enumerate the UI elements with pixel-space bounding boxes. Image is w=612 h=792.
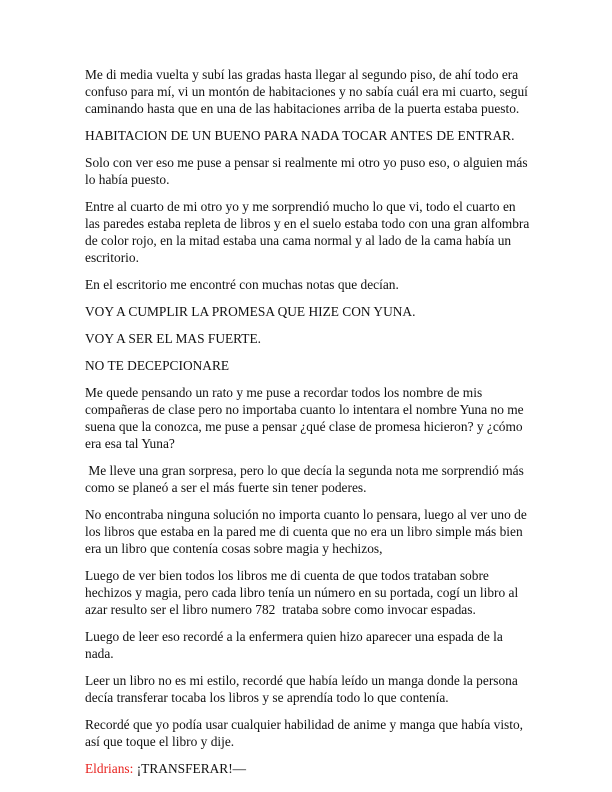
paragraph-15: Recordé que yo podía usar cualquier habilidad de anime y manga que había visto, así que toque el libro y dije. [85, 717, 527, 749]
dialogue-line [85, 760, 530, 777]
paragraph-12: Luego de ver bien todos los libros me di cuenta de que todos trataban sobre hechizos y magia, pero cada libro tenía un número en su portada, cogí un libro al azar resulto ser el libro numero 782 trataba sobre como invocar espadas. [85, 568, 522, 617]
paragraph-11: No encontraba ninguna solución no importa cuanto lo pensara, luego al ver uno de los libros que estaba en la pared me di cuenta que no era un libro simple más bien era un libro que contenía cosas sobre magia y hechizos, [85, 507, 531, 556]
dialogue-speaker: Eldrians: [85, 761, 134, 776]
paragraph-3: Solo con ver eso me puse a pensar si realmente mi otro yo puso eso, o alguien más lo había puesto. [85, 155, 531, 187]
paragraph-4: Entre al cuarto de mi otro yo y me sorprendió mucho lo que vi, todo el cuarto en las paredes estaba repleta de libros y en el suelo estaba todo con una gran alfombra de color rojo, en la mitad estaba una cama normal y al lado de la cama había un escritorio. [85, 199, 533, 265]
paragraph-1: Me di media vuelta y subí las gradas hasta llegar al segundo piso, de ahí todo era confuso para mí, vi un montón de habitaciones y no sabía cuál era mi cuarto, seguí caminando hasta que en una de las habitaciones arriba de la puerta estaba puesto. [85, 67, 532, 116]
paragraph-14: Leer un libro no es mi estilo, recordé que había leído un manga donde la persona decía transferar tocaba los libros y se aprendía todo lo que contenía. [85, 673, 522, 705]
paragraph-8: NO TE DECEPCIONARE [85, 358, 230, 373]
dialogue-text: ¡TRANSFERAR!— [133, 761, 247, 776]
paragraph-7: VOY A SER EL MAS FUERTE. [85, 331, 262, 346]
document-page [85, 66, 533, 787]
paragraph-2: HABITACION DE UN BUENO PARA NADA TOCAR ANTES DE ENTRAR. [85, 128, 515, 143]
paragraph-5: En el escritorio me encontré con muchas notas que decían. [85, 277, 399, 292]
paragraph-6: VOY A CUMPLIR LA PROMESA QUE HIZE CON YUNA. [85, 304, 416, 319]
paragraph-13: Luego de leer eso recordé a la enfermera quien hizo aparecer una espada de la nada. [85, 629, 507, 661]
paragraph-10: Me lleve una gran sorpresa, pero lo que decía la segunda nota me sorprendió más como se planeó a ser el más fuerte sin tener poderes. [85, 463, 528, 495]
paragraph-9: Me quede pensando un rato y me puse a recordar todos los nombre de mis compañeras de clase pero no importaba cuanto lo intentara el nombre Yuna no me suena que la conozca, me puse a pensar ¿qué clase de promesa hicieron? y ¿cómo era esa tal Yuna? [85, 385, 527, 451]
